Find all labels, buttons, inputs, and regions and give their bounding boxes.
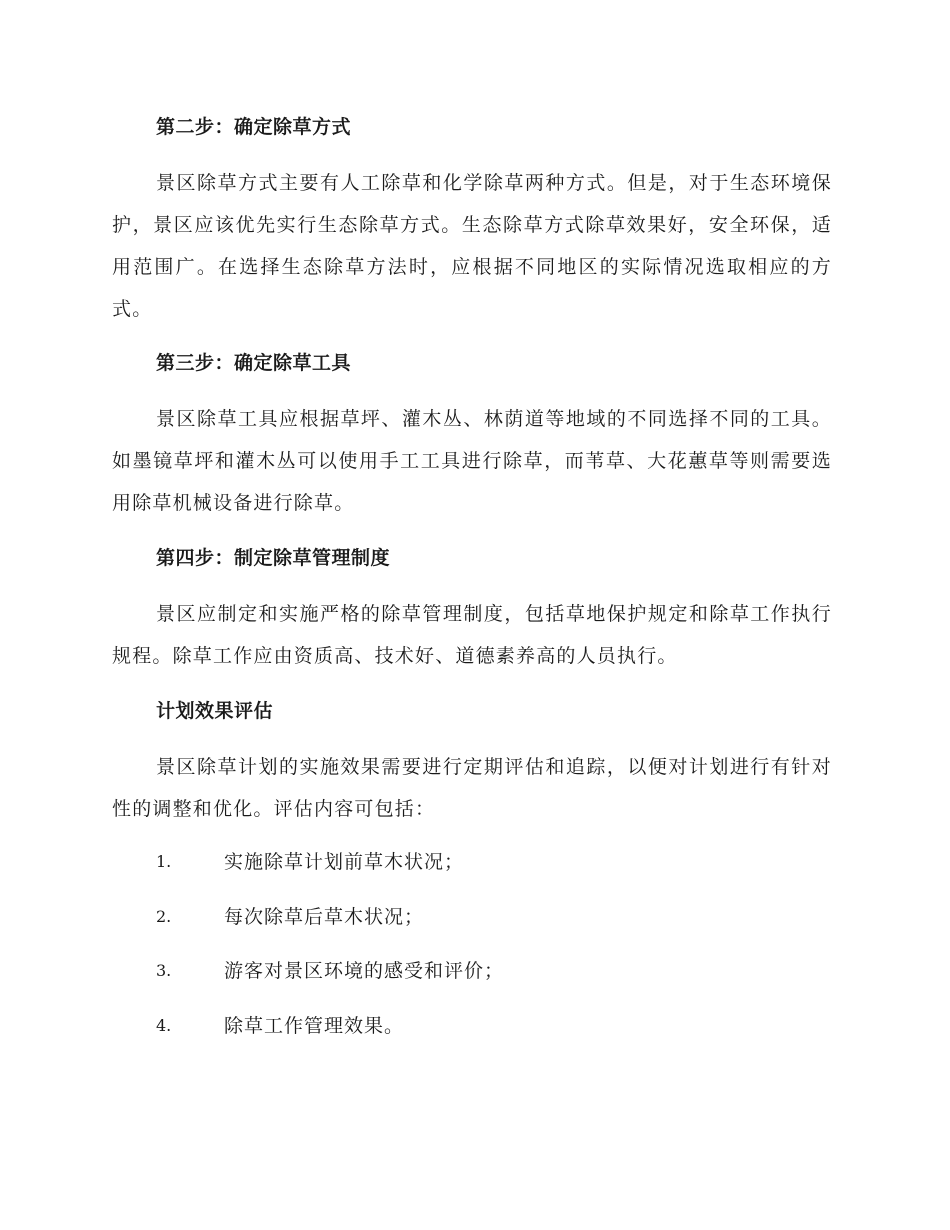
- list-item-number: 4.: [156, 1016, 172, 1035]
- section-body-step-4: 景区应制定和实施严格的除草管理制度，包括草地保护规定和除草工作执行规程。除草工作应由资质高、技术好、道德素养高的人员执行。: [112, 603, 832, 667]
- section-body-step-3: 景区除草工具应根据草坪、灌木丛、林荫道等地域的不同选择不同的工具。如墨镜草坪和灌木丛可以使用手工工具进行除草，而苇草、大花蕙草等则需要选用除草机械设备进行除草。: [112, 408, 832, 514]
- section-body-step-2: 景区除草方式主要有人工除草和化学除草两种方式。但是，对于生态环境保护，景区应该优先实行生态除草方式。生态除草方式除草效果好，安全环保，适用范围广。在选择生态除草方法时，应根据不同地区的实际情况选取相应的方式。: [112, 172, 832, 320]
- list-item-text: 每次除草后草木状况；: [224, 906, 425, 928]
- section-heading-step-3: 第三步：确定除草工具: [156, 352, 352, 374]
- section-heading-step-2: 第二步：确定除草方式: [156, 116, 352, 138]
- list-item-number: 1.: [156, 852, 172, 871]
- list-item-text: 实施除草计划前草木状况；: [224, 851, 465, 873]
- list-item-number: 2.: [156, 907, 172, 926]
- section-heading-step-4: 第四步：制定除草管理制度: [156, 547, 391, 569]
- list-item-number: 3.: [156, 961, 172, 980]
- list-item-text: 除草工作管理效果。: [224, 1015, 405, 1037]
- section-body-evaluation: 景区除草计划的实施效果需要进行定期评估和追踪，以便对计划进行有针对性的调整和优化。评估内容可包括：: [112, 756, 832, 820]
- section-heading-evaluation: 计划效果评估: [156, 700, 274, 722]
- list-item-text: 游客对景区环境的感受和评价；: [224, 960, 505, 982]
